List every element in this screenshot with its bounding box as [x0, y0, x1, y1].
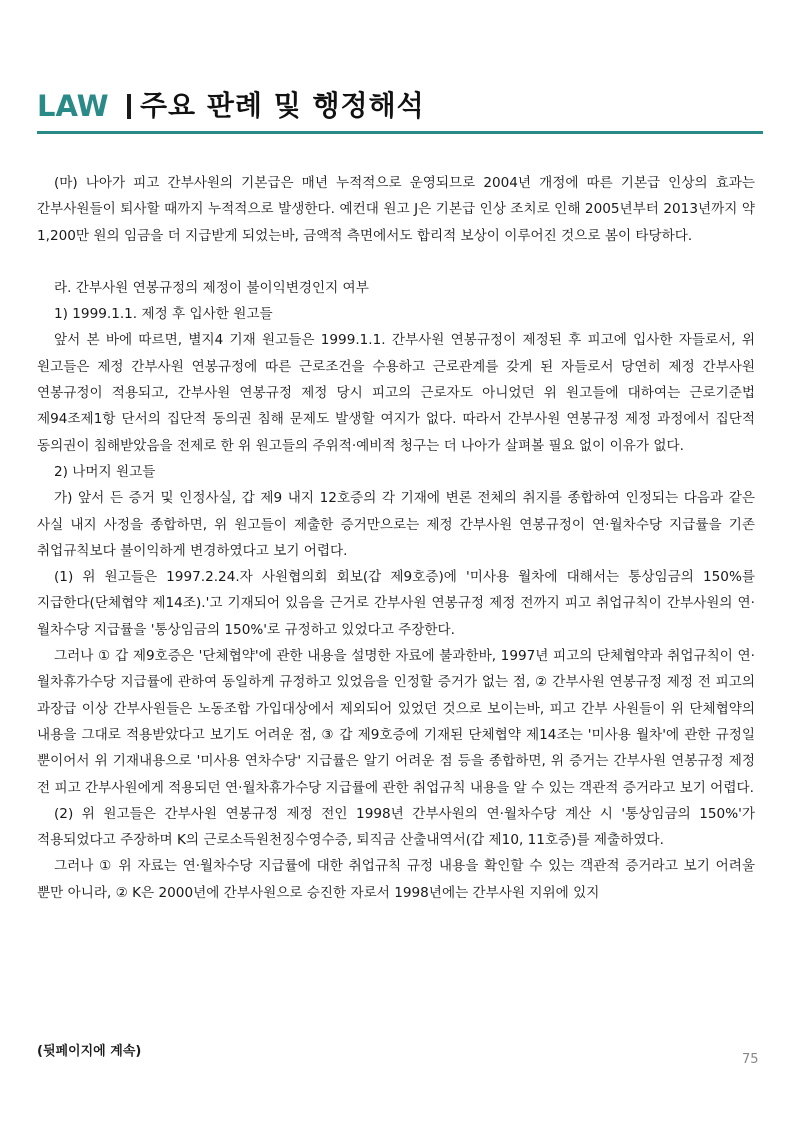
document-body [37, 170, 755, 906]
section-heading: 라. 간부사원 연봉규정의 제정이 불이익변경인지 여부 [54, 279, 369, 296]
paragraph: (1) 위 원고들은 1997.2.24.자 사원협의회 회보(갑 제9호증)에 '미사용 월차에 대해서는 통상임금의 150%를 지급한다(단체협약 제14조).'고 기재되어 있음을 근거로 간부사원 연봉규정 제정 전까지 피고 취업규칙이 간부사원의 연·월차수당 지급률을 '통상임금의 150%'로 규정하고 있었다고 주장한다. [37, 569, 755, 638]
subsection-heading: 1) 1999.1.1. 제정 후 입사한 원고들 [54, 306, 273, 323]
paragraph: 가) 앞서 든 증거 및 인정사실, 갑 제9 내지 12호증의 각 기재에 변론 전체의 취지를 종합하여 인정되는 다음과 같은 사실 내지 사정을 종합하면, 위 원고들이 제출한 증거만으로는 제정 간부사원 연봉규정이 연·월차수당 지급률을 기존 취업규칙보다 불이익하게 변경하였다고 보기 어렵다. [37, 490, 755, 559]
page-number: 75 [742, 1052, 759, 1067]
paragraph: 그러나 ① 위 자료는 연·월차수당 지급률에 대한 취업규칙 규정 내용을 확인할 수 있는 객관적 증거라고 보기 어려울 뿐만 아니라, ② K은 2000년에 간부사원으로 승진한 자로서 1998년에는 간부사원 지위에 있지 [37, 858, 755, 901]
header-rule [37, 131, 763, 134]
section-label: LAW [37, 89, 109, 123]
title-separator [127, 94, 131, 119]
paragraph: 그러나 ① 갑 제9호증은 '단체협약'에 관한 내용을 설명한 자료에 불과한바, 1997년 피고의 단체협약과 취업규칙이 연·월차휴가수당 지급률에 관하여 동일하게 규정하고 있었음을 인정할 증거가 없는 점, ② 간부사원 연봉규정 제정 전 피고의 과장급 이상 간부사원들은 노동조합 가입대상에서 제외되어 있었던 것으로 보이는바, 피고 간부 사원들이 위 단체협약의 내용을 그대로 적용받았다고 보기도 어려운 점, ③ 갑 제9호증에 기재된 단체협약 제14조는 '미사용 월차'에 관한 규정일 뿐이어서 위 기재내용으로 '미사용 연차수당' 지급률은 알기 어려운 점 등을 종합하면, 위 증거는 간부사원 연봉규정 제정 전 피고 간부사원에게 적용되던 연·월차휴가수당 지급률에 관한 취업규칙 내용을 알 수 있는 객관적 증거라고 보기 어렵다. [37, 648, 755, 796]
page-header [37, 86, 763, 126]
page-title: 주요 판례 및 행정해석 [140, 89, 425, 122]
paragraph: (마) 나아가 피고 간부사원의 기본급은 매년 누적적으로 운영되므로 2004년 개정에 따른 기본급 인상의 효과는 간부사원들이 퇴사할 때까지 누적적으로 발생한다. 예컨대 원고 J은 기본급 인상 조치로 인해 2005년부터 2013년까지 약 1,200만 원의 임금을 더 지급받게 되었는바, 금액적 측면에서도 합리적 보상이 이루어진 것으로 봄이 타당하다. [37, 175, 755, 244]
subsection-heading: 2) 나머지 원고들 [54, 463, 156, 480]
paragraph: (2) 위 원고들은 간부사원 연봉규정 제정 전인 1998년 간부사원의 연·월차수당 계산 시 '통상임금의 150%'가 적용되었다고 주장하며 K의 근로소득원천징수영수증, 퇴직금 산출내역서(갑 제10, 11호증)를 제출하였다. [37, 805, 755, 849]
continued-note: (뒷페이지에 계속) [37, 1044, 142, 1059]
paragraph: 앞서 본 바에 따르면, 별지4 기재 원고들은 1999.1.1. 간부사원 연봉규정이 제정된 후 피고에 입사한 자들로서, 위 원고들은 제정 간부사원 연봉규정에 따른 근로조건을 수용하고 근로관계를 갖게 된 자들로서 당연히 제정 간부사원 연봉규정이 적용되고, 간부사원 연봉규정 제정 당시 피고의 근로자도 아니었던 위 원고들에 대하여는 근로기준법 제94조제1항 단서의 집단적 동의권 침해 문제도 발생할 여지가 없다. 따라서 간부사원 연봉규정 제정 과정에서 집단적 동의권이 침해받았음을 전제로 한 위 원고들의 주위적·예비적 청구는 더 나아가 살펴볼 필요 없이 이유가 없다. [37, 332, 755, 454]
